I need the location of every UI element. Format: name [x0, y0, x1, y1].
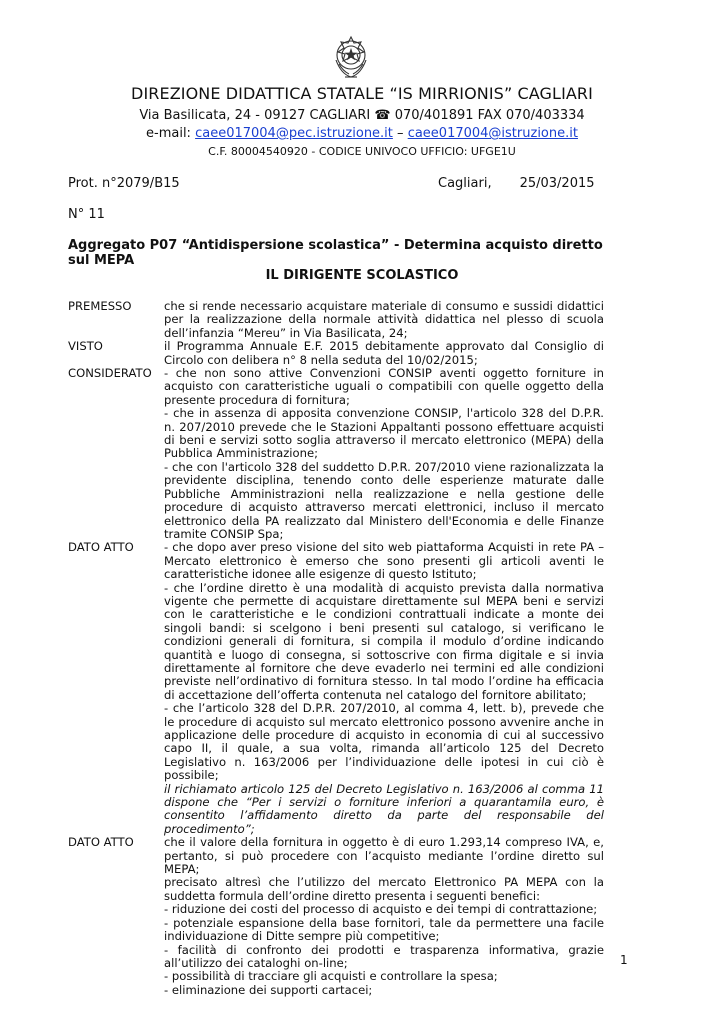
section-text	[164, 300, 604, 340]
paragraph: - che l’ordine diretto è una modalità di acquisto prevista dalla normativa vigente che permette di acquistare direttamente sul MEPA beni e servizi con le caratteristiche e le condizioni contrattuali indicate a monte dei singoli bandi: si scelgono i beni presenti sul catalogo, si verificano le condizioni generali di fornitura, si compila il modulo d’ordine indicando quantità e luogo di consegna, si sottoscrive con firma digitale e si invia direttamente al fornitore che deve evaderlo nei termini ed alle condizioni previste nell’ordinativo di fornitura stesso. In tal modo l’ordine ha efficacia di accettazione dell’offerta contenuta nel catalogo del fornitore abilitato;	[164, 580, 604, 702]
address-line	[0, 108, 724, 123]
signer-heading: IL DIRIGENTE SCOLASTICO	[265, 268, 459, 283]
section-premesso	[68, 300, 604, 340]
paragraph: - che non sono attive Convenzioni CONSIP aventi oggetto forniture in acquisto con caratteristiche uguali o compatibili con quelle oggetto della presente procedura di fornitura;	[164, 366, 604, 407]
email-line	[0, 126, 724, 141]
phone-fax: 070/401891 FAX 070/403334	[394, 108, 585, 123]
paragraph: - eliminazione dei supporti cartacei;	[164, 982, 373, 997]
email-label: e-mail:	[146, 126, 191, 141]
paragraph: - potenziale espansione della base fornitori, tale da permettere una facile individuazione di Ditte sempre più competitive;	[164, 915, 604, 944]
document-body	[68, 300, 604, 997]
paragraph: il Programma Annuale E.F. 2015 debitamente approvato dal Consiglio di Circolo con delibera n° 8 nella seduta del 10/02/2015;	[164, 339, 604, 367]
section-dato-atto-2	[68, 836, 604, 997]
paragraph: - riduzione dei costi del processo di acquisto e dei tempi di contrattazione;	[164, 902, 598, 917]
paragraph: - che l’articolo 328 del D.P.R. 207/2010, al comma 4, lett. b), prevede che le procedure di acquisto sul mercato elettronico possono avvenire anche in applicazione delle procedure di acquisto in economia di cui al successivo capo II, il quale, a sua volta, rimanda all’articolo 125 del Decreto Legislativo n. 163/2006 per l’individuazione delle ipotesi in cui ciò è possibile;	[164, 701, 604, 783]
paragraph: - possibilità di tracciare gli acquisti e controllare la spesa;	[164, 969, 498, 984]
section-label: DATO ATTO	[68, 540, 134, 555]
email-link[interactable]: caee017004@istruzione.it	[407, 126, 578, 141]
section-text	[164, 836, 604, 997]
city: Cagliari,	[438, 176, 492, 191]
page-number: 1	[620, 953, 628, 967]
paragraph: che il valore della fornitura in oggetto è di euro 1.293,14 compreso IVA, e, pertanto, si può procedere con l’acquisto mediante l’ordine diretto sul MEPA;	[164, 835, 604, 877]
section-dato-atto-1	[68, 541, 604, 836]
section-text	[164, 367, 604, 541]
pec-email-link[interactable]: caee017004@pec.istruzione.it	[195, 126, 393, 141]
place-date	[438, 176, 595, 191]
fiscal-code-line: C.F. 80004540920 - CODICE UNIVOCO UFFICIO: UFGE1U	[208, 145, 516, 158]
italian-republic-emblem-icon	[331, 34, 371, 80]
section-label: PREMESSO	[68, 299, 132, 313]
section-considerato	[68, 367, 604, 541]
section-label: CONSIDERATO	[68, 366, 152, 381]
paragraph: precisato altresì che l’utilizzo del mercato Elettronico PA MEPA con la suddetta formula dell’ordine diretto presenta i seguenti benefici:	[164, 875, 604, 903]
paragraph: - facilità di confronto dei prodotti e trasparenza informativa, grazie all’utilizzo dei cataloghi on-line;	[164, 942, 604, 970]
protocol-number: Prot. n°2079/B15	[68, 176, 180, 191]
section-label: VISTO	[68, 339, 103, 354]
paragraph: - che con l'articolo 328 del suddetto D.P.R. 207/2010 viene razionalizzata la previdente disciplina, tenendo conto delle esperienze maturate dalle Pubbliche Amministrazioni nella realizzazione e nella gestione delle procedure di acquisto attraverso mercati elettronici, incluso il mercato elettronico della PA realizzato dal Ministero dell'Economia e delle Finanze tramite CONSIP Spa;	[164, 459, 604, 541]
paragraph: - che dopo aver preso visione del sito web piattaforma Acquisti in rete PA – Mercato elettronico è emerso che sono presenti gli articoli aventi le caratteristiche idonee alle esigenze di questo Istituto;	[164, 540, 604, 582]
section-text	[164, 340, 604, 367]
section-visto	[68, 340, 604, 367]
school-name-title: DIREZIONE DIDATTICA STATALE “IS MIRRIONIS” CAGLIARI	[131, 84, 593, 103]
email-separator: –	[397, 126, 404, 141]
phone-icon: ☎	[374, 108, 391, 123]
document-subject: Aggregato P07 “Antidispersione scolastica” - Determina acquisto diretto sul MEPA	[68, 238, 603, 268]
paragraph: - che in assenza di apposita convenzione CONSIP, l'articolo 328 del D.P.R. n. 207/2010 prevede che le Stazioni Appaltanti possono effettuare acquisti di beni e servizi sotto soglia attraverso il mercato elettronico (MEPA) della Pubblica Amministrazione;	[164, 406, 604, 461]
address: Via Basilicata, 24 - 09127 CAGLIARI	[139, 108, 371, 123]
paragraph: che si rende necessario acquistare materiale di consumo e sussidi didattici per la realizzazione della normale attività didattica nel plesso di scuola dell’infanzia “Mereu” in Via Basilicata, 24;	[164, 299, 604, 340]
section-label: DATO ATTO	[68, 835, 134, 850]
section-text	[164, 541, 604, 836]
date: 25/03/2015	[519, 176, 595, 191]
paragraph: il richiamato articolo 125 del Decreto Legislativo n. 163/2006 al comma 11 dispone che “Per i servizi o forniture inferiori a quarantamila euro, è consentito l’affidamento diretto da parte del responsabile del procedimento”;	[164, 781, 604, 836]
document-number: N° 11	[68, 207, 105, 222]
